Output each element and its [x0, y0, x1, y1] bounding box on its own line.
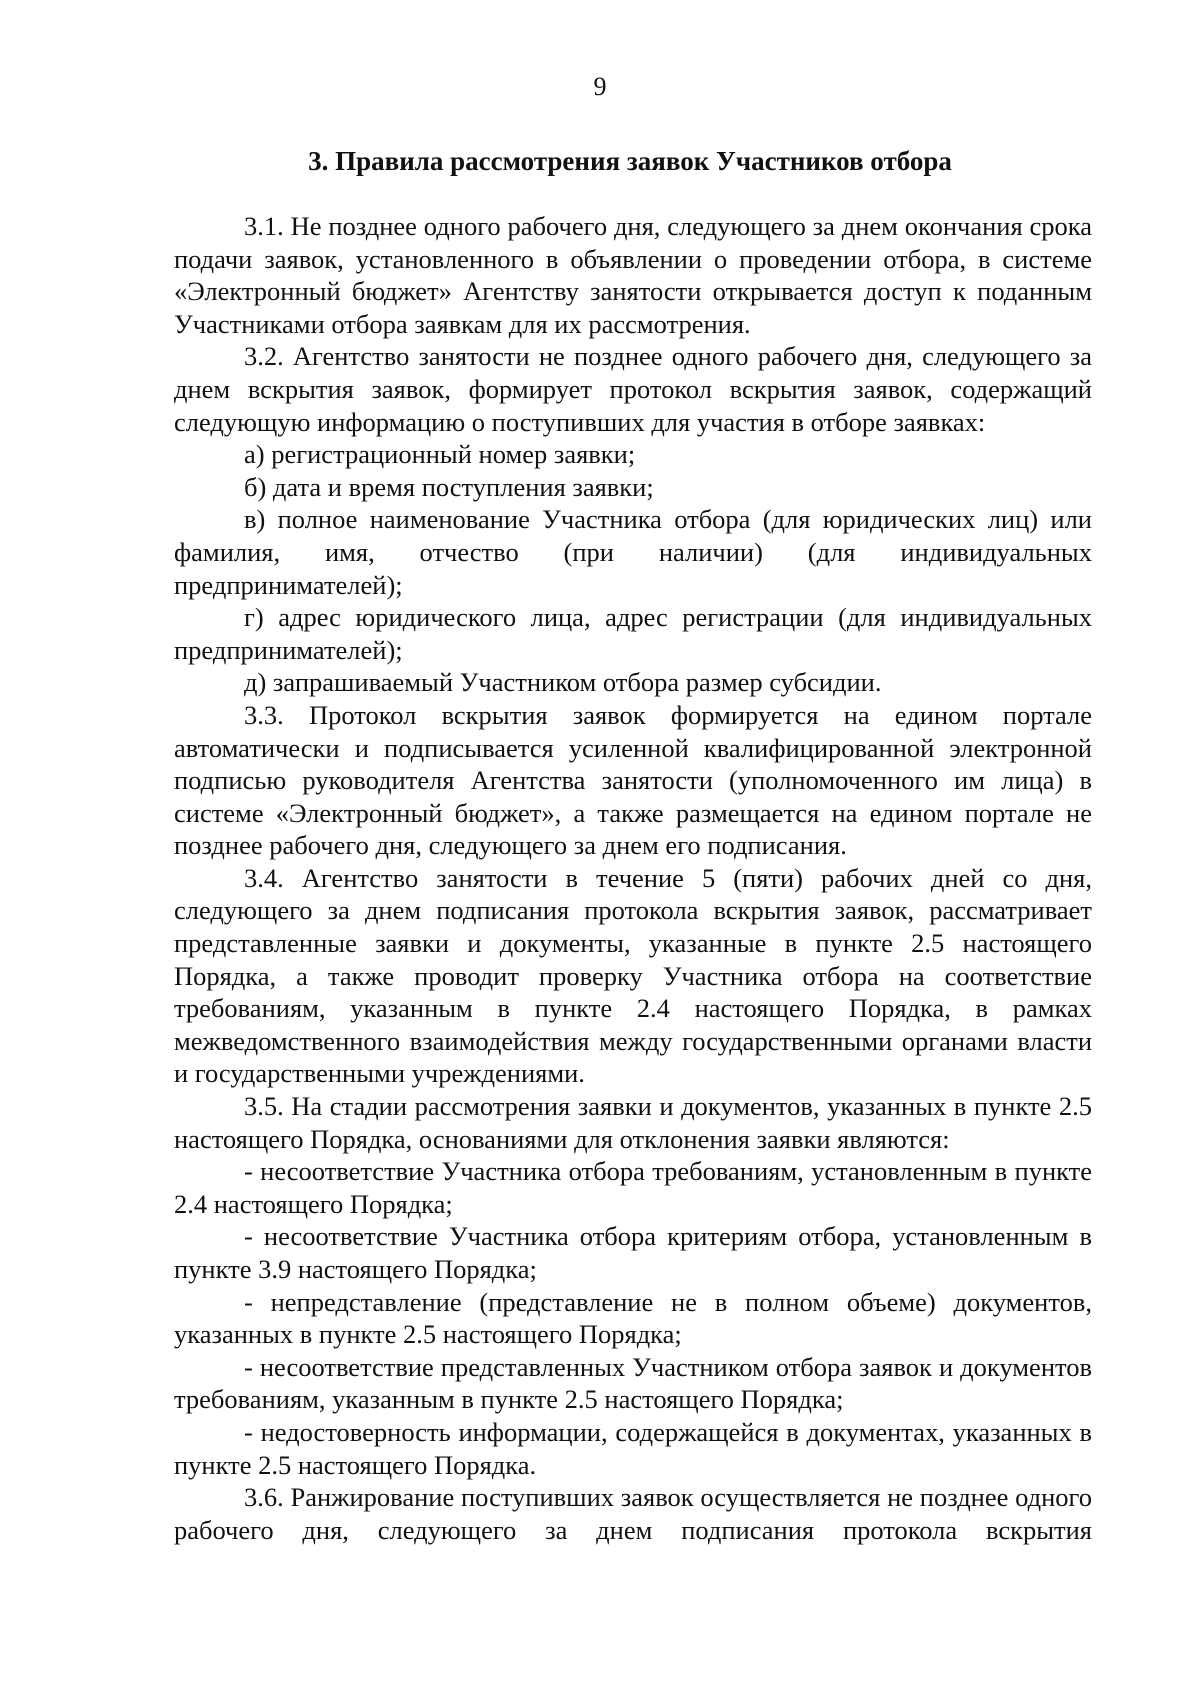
paragraph-3-5: 3.5. На стадии рассмотрения заявки и документов, указанных в пункте 2.5 настоящего Порядка, основаниями для отклонения заявки являются: [174, 1091, 1092, 1154]
paragraph-3-3: 3.3. Протокол вскрытия заявок формируется на едином портале автоматически и подписывается усиленной квалифицированной электронной подписью руководителя Агентства занятости (уполномоченного им лица) в системе «Электронный бюджет», а также размещается на едином портале не позднее рабочего дня, следующего за днем его подписания. [174, 699, 1092, 861]
page-number: 9 [593, 72, 607, 101]
section-title: 3. Правила рассмотрения заявок Участников отбора [308, 146, 952, 176]
rejection-reason-4: - несоответствие представленных Участником отбора заявок и документов требованиям, указанным в пункте 2.5 настоящего Порядка; [174, 1351, 1092, 1415]
list-item-a: а) регистрационный номер заявки; [244, 439, 636, 470]
paragraph-3-4: 3.4. Агентство занятости в течение 5 (пяти) рабочих дней со дня, следующего за днем подписания протокола вскрытия заявок, рассматривает представленные заявки и документы, указанные в пункте 2.5 настоящего Порядка, а также проводит проверку Участника отбора на соответствие требованиям, указанным в пункте 2.4 настоящего Порядка, в рамках межведомственного взаимодействия между государственными органами власти и государственными учреждениями. [174, 862, 1092, 1089]
list-item-d: д) запрашиваемый Участником отбора размер субсидии. [244, 667, 882, 698]
paragraph-3-6: 3.6. Ранжирование поступивших заявок осуществляется не позднее одного рабочего дня, следующего за днем подписания протокола вскрытия [174, 1482, 1092, 1545]
list-item-v: в) полное наименование Участника отбора (для юридических лиц) или фамилия, имя, отчество (при наличии) (для индивидуальных предпринимателей); [174, 504, 1092, 600]
paragraph-3-1: 3.1. Не позднее одного рабочего дня, следующего за днем окончания срока подачи заявок, установленного в объявлении о проведении отбора, в системе «Электронный бюджет» Агентству занятости открывается доступ к поданным Участниками отбора заявкам для их рассмотрения. [174, 211, 1092, 339]
document-body [174, 210, 1092, 1546]
paragraph-3-2: 3.2. Агентство занятости не позднее одного рабочего дня, следующего за днем вскрытия заявок, формирует протокол вскрытия заявок, содержащий следующую информацию о поступивших для участия в отборе заявках: [174, 341, 1092, 437]
rejection-reason-3: - непредставление (представление не в полном объеме) документов, указанных в пункте 2.5 настоящего Порядка; [174, 1286, 1092, 1350]
list-item-g: г) адрес юридического лица, адрес регистрации (для индивидуальных предпринимателей); [174, 602, 1092, 665]
list-item-b: б) дата и время поступления заявки; [244, 471, 654, 502]
rejection-reason-5: - недостоверность информации, содержащейся в документах, указанных в пункте 2.5 настоящего Порядка. [174, 1416, 1092, 1480]
rejection-reason-1: - несоответствие Участника отбора требованиям, установленным в пункте 2.4 настоящего Порядка; [174, 1156, 1092, 1219]
rejection-reason-2: - несоответствие Участника отбора критериям отбора, установленным в пункте 3.9 настоящего Порядка; [174, 1221, 1092, 1284]
